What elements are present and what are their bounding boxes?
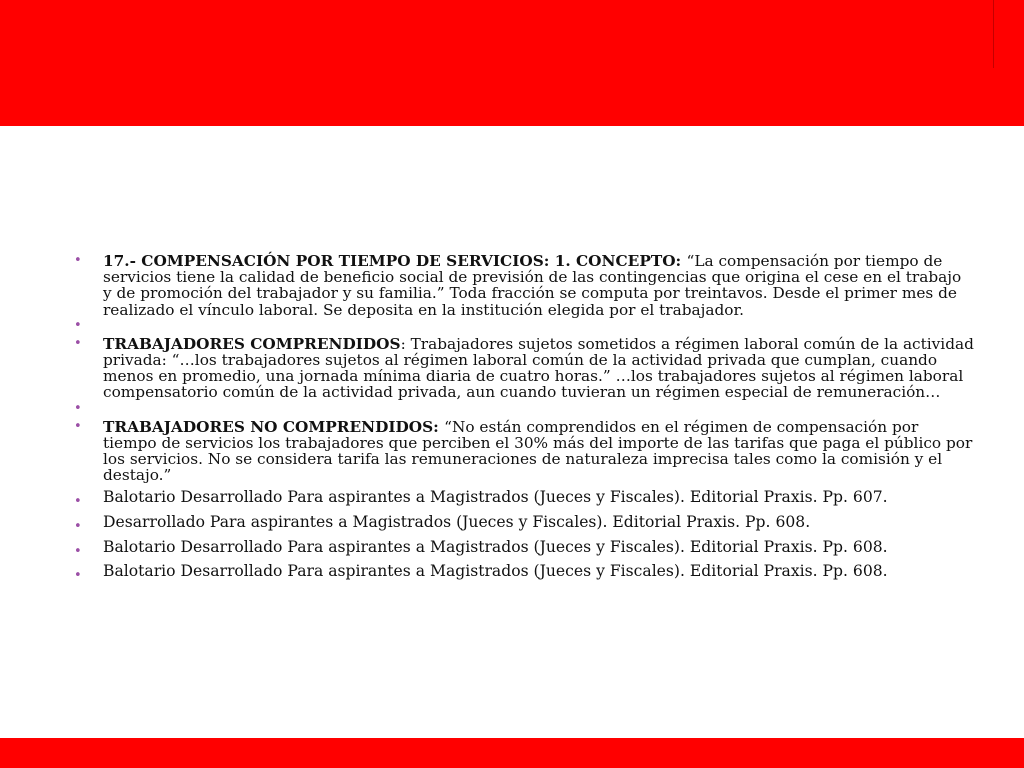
- band-edge-line: [993, 0, 994, 68]
- bullet-concepto-heading: 17.- COMPENSACIÓN POR TIEMPO DE SERVICIOS: 1. CONCEPTO:: [103, 252, 687, 270]
- bullet-concepto-text: “La compensación por tiempo de servicios tiene la calidad de beneficio social de previsión de las contingencias que origina el cese en el trabajo y de promoción del trabajador y su familia.” Toda fracción se computa por treintavos. Desde el primer mes de realizado el vínculo laboral. Se deposita en la institución elegida por el trabajador.: [103, 252, 962, 319]
- reference-item: • Balotario Desarrollado Para aspirantes a Magistrados (Jueces y Fiscales). Editorial Praxis. Pp. 608.: [74, 536, 974, 560]
- reference-item: • Desarrollado Para aspirantes a Magistrados (Jueces y Fiscales). Editorial Praxis. Pp. 608.: [74, 511, 974, 535]
- reference-item: • Balotario Desarrollado Para aspirantes a Magistrados (Jueces y Fiscales). Editorial Praxis. Pp. 607.: [74, 486, 974, 510]
- bottom-red-band: [0, 738, 1024, 768]
- bullet-comprendidos-heading: TRABAJADORES COMPRENDIDOS: [103, 334, 401, 353]
- empty-bullet: [74, 401, 974, 419]
- bullet-comprendidos: [74, 336, 974, 401]
- bullet-no-comprendidos-text: “No están comprendidos en el régimen de compensación por tiempo de servicios los trabajadores que perciben el 30% más del importe de las tarifas que paga el público por los servicios. No se considera tarifa las remuneraciones de naturaleza imprecisa tales como la comisión y el destajo.”: [103, 417, 973, 485]
- bullet-no-comprendidos: [74, 419, 974, 484]
- bullet-no-comprendidos-heading: TRABAJADORES NO COMPRENDIDOS:: [103, 417, 445, 436]
- slide-content: [74, 253, 974, 584]
- bullet-concepto: [74, 253, 974, 318]
- empty-bullet: [74, 318, 974, 336]
- reference-item: • Balotario Desarrollado Para aspirantes a Magistrados (Jueces y Fiscales). Editorial Praxis. Pp. 608.: [74, 560, 974, 584]
- bullet-comprendidos-text: : Trabajadores sujetos sometidos a régimen laboral común de la actividad privada: “…los trabajadores sujetos al régimen laboral común de la actividad privada que cumplan, cuando menos en promedio, una jornada mínima diaria de cuatro horas.” …los trabajadores sujetos al régimen laboral compensatorio común de la actividad privada, aun cuando tuvieran un régimen especial de remuneración…: [103, 334, 974, 402]
- top-red-band: [0, 0, 1024, 126]
